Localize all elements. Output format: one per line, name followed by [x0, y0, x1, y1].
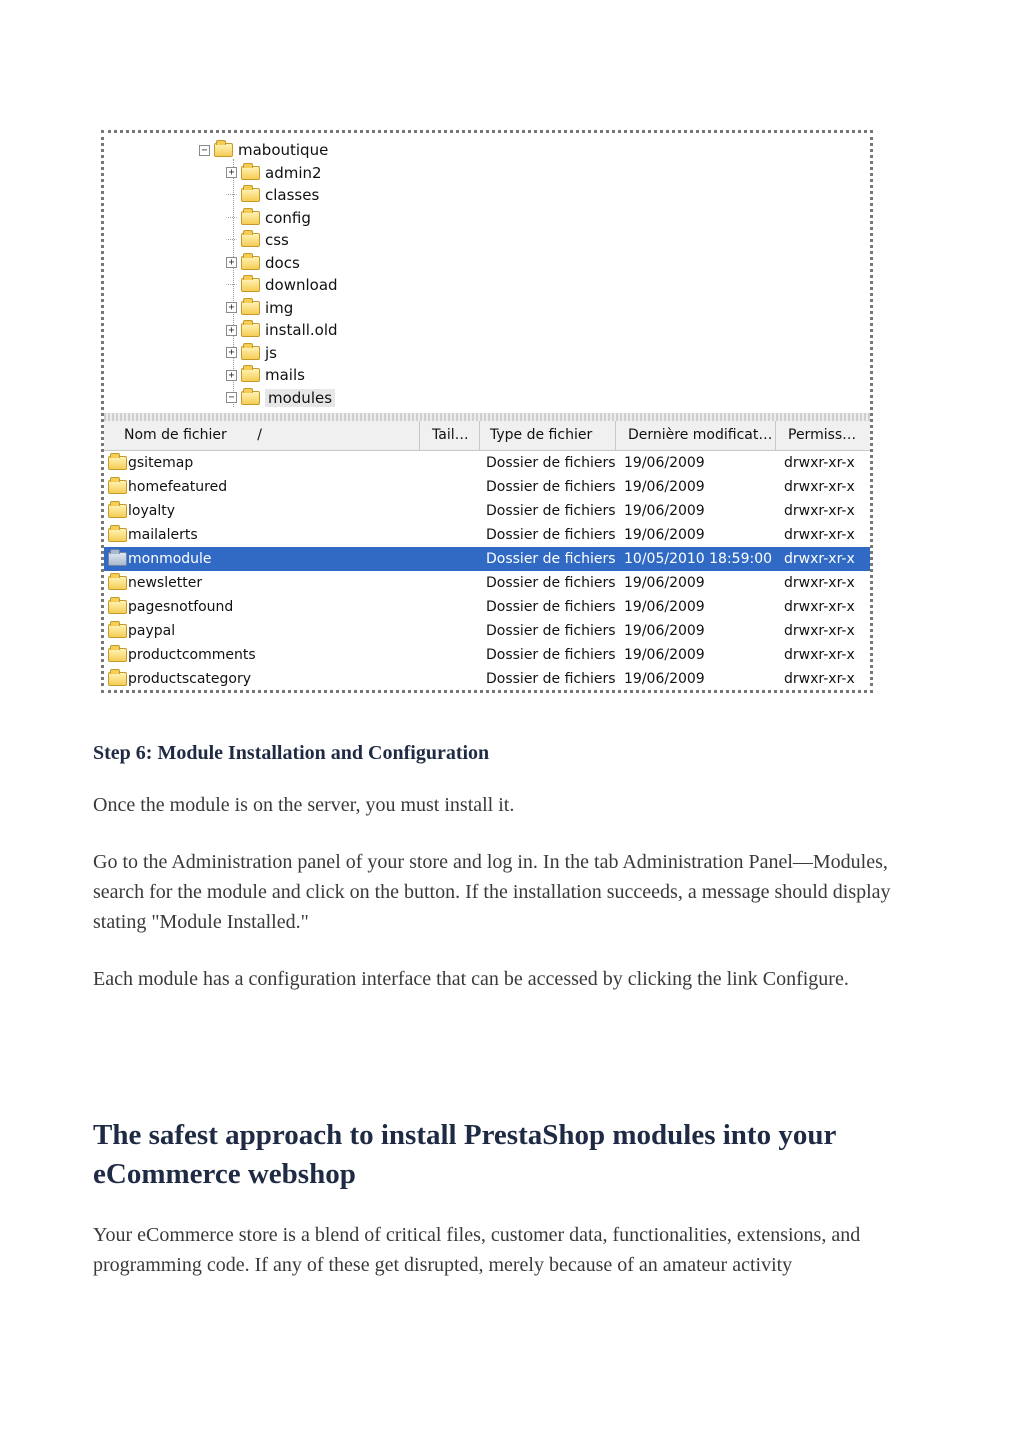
folder-icon — [241, 301, 260, 315]
file-modified: 19/06/2009 — [624, 623, 705, 639]
file-type: Dossier de fichiers — [486, 455, 616, 471]
folder-tree — [104, 133, 870, 413]
tree-item-mails[interactable] — [226, 364, 305, 386]
file-name: newsletter — [128, 575, 203, 591]
tree-item-img[interactable] — [226, 297, 293, 319]
file-name: productscategory — [128, 671, 252, 687]
folder-icon — [108, 624, 127, 638]
tree-item-label: classes — [265, 186, 320, 204]
tree-item-label: admin2 — [265, 163, 322, 182]
paragraph-admin-panel: Go to the Administration panel of your store and log in. In the tab Administration Panel—Modules, search for the module and click on the button. If the installation succeeds, a message should display stating "Module Installed." — [93, 851, 891, 933]
column-header-modified[interactable]: Dernière modificat… — [616, 421, 776, 450]
file-modified: 10/05/2010 18:59:00 — [624, 551, 773, 567]
tree-item-label: mails — [265, 366, 305, 384]
file-permissions: drwxr-xr-x — [784, 455, 855, 471]
folder-icon — [108, 648, 127, 662]
folder-icon — [241, 166, 260, 180]
file-permissions: drwxr-xr-x — [784, 647, 855, 663]
folder-icon — [241, 256, 260, 270]
folder-icon — [108, 480, 127, 494]
column-header-name[interactable] — [104, 421, 420, 450]
column-header-permissions[interactable]: Permiss… — [788, 427, 857, 443]
folder-icon — [241, 323, 260, 337]
file-type: Dossier de fichiers — [486, 479, 616, 495]
expand-icon[interactable]: + — [226, 347, 237, 358]
file-type: Dossier de fichiers — [486, 575, 616, 591]
folder-icon — [108, 552, 127, 566]
file-list-header — [104, 421, 870, 451]
tree-item-docs[interactable] — [226, 252, 300, 274]
tree-item-download[interactable] — [226, 274, 338, 296]
file-row[interactable] — [104, 571, 870, 595]
file-name-cell — [108, 571, 202, 595]
expand-icon[interactable]: + — [226, 325, 237, 336]
folder-icon — [241, 188, 260, 202]
folder-icon — [108, 672, 127, 686]
tree-item-label: install.old — [265, 321, 338, 339]
file-row[interactable] — [104, 475, 870, 499]
tree-item-admin2[interactable] — [226, 162, 322, 184]
folder-icon — [241, 346, 260, 360]
file-name-cell — [108, 475, 227, 499]
sort-indicator-icon: / — [257, 427, 262, 443]
step-heading: Step 6: Module Installation and Configuration — [93, 742, 490, 764]
tree-item-label: config — [265, 208, 311, 227]
folder-icon — [241, 368, 260, 382]
file-type: Dossier de fichiers — [486, 551, 616, 567]
section-heading: The safest approach to install PrestaShop modules into your eCommerce webshop — [93, 1119, 836, 1190]
folder-icon — [241, 233, 260, 247]
tree-item-js[interactable] — [226, 342, 277, 364]
file-name: mailalerts — [128, 527, 198, 543]
tree-item-install-old[interactable] — [226, 319, 338, 341]
tree-item-label: img — [265, 298, 294, 317]
folder-icon — [108, 456, 127, 470]
tree-item-modules[interactable] — [226, 387, 335, 409]
file-name: productcomments — [128, 647, 256, 663]
collapse-icon[interactable]: − — [199, 145, 210, 156]
tree-connector — [226, 194, 237, 196]
file-list — [104, 451, 870, 691]
folder-icon — [108, 576, 127, 590]
tree-item-classes[interactable] — [226, 184, 319, 206]
tree-item-maboutique[interactable] — [199, 139, 328, 161]
file-permissions: drwxr-xr-x — [784, 527, 855, 543]
file-name-cell — [108, 547, 212, 571]
column-header-size[interactable]: Tail… — [420, 421, 480, 450]
file-name-cell — [108, 499, 175, 523]
tree-item-label: docs — [265, 253, 300, 272]
file-row[interactable] — [104, 595, 870, 619]
folder-icon — [108, 504, 127, 518]
paragraph-install: Once the module is on the server, you must install it. — [93, 794, 515, 816]
tree-connector — [226, 217, 237, 219]
file-row[interactable] — [104, 643, 870, 667]
paragraph-configure: Each module has a configuration interface that can be accessed by clicking the link Configure. — [93, 968, 849, 990]
file-modified: 19/06/2009 — [624, 671, 705, 687]
column-header-name-label: Nom de fichier — [124, 427, 227, 443]
file-permissions: drwxr-xr-x — [784, 503, 855, 519]
folder-icon — [241, 278, 260, 292]
file-modified: 19/06/2009 — [624, 455, 705, 471]
file-modified: 19/06/2009 — [624, 527, 705, 543]
tree-item-label: download — [265, 276, 338, 294]
file-name: paypal — [128, 623, 176, 639]
file-permissions: drwxr-xr-x — [784, 575, 855, 591]
file-permissions: drwxr-xr-x — [784, 599, 855, 615]
file-permissions: drwxr-xr-x — [784, 671, 855, 687]
file-row[interactable] — [104, 499, 870, 523]
file-name: loyalty — [128, 503, 175, 519]
file-modified: 19/06/2009 — [624, 599, 705, 615]
folder-icon — [108, 600, 127, 614]
pane-splitter[interactable] — [104, 413, 870, 421]
file-name-cell — [108, 451, 193, 475]
tree-connector — [226, 284, 237, 286]
file-permissions: drwxr-xr-x — [784, 551, 855, 567]
file-type: Dossier de fichiers — [486, 599, 616, 615]
file-name-cell — [108, 619, 175, 643]
file-type: Dossier de fichiers — [486, 527, 616, 543]
file-type: Dossier de fichiers — [486, 623, 616, 639]
file-name: pagesnotfound — [128, 599, 234, 615]
column-header-type[interactable]: Type de fichier — [480, 421, 616, 450]
folder-icon — [108, 528, 127, 542]
ftp-client-screenshot — [101, 130, 873, 693]
file-name: gsitemap — [128, 455, 194, 471]
file-row[interactable] — [104, 667, 870, 691]
expand-icon[interactable]: + — [226, 370, 237, 381]
tree-item-config[interactable] — [226, 207, 311, 229]
file-row[interactable] — [104, 547, 870, 571]
file-name: homefeatured — [128, 479, 228, 495]
file-row[interactable] — [104, 451, 870, 475]
expand-icon[interactable]: + — [226, 167, 237, 178]
expand-icon[interactable]: + — [226, 257, 237, 268]
file-type: Dossier de fichiers — [486, 503, 616, 519]
file-modified: 19/06/2009 — [624, 503, 705, 519]
file-name-cell — [108, 595, 233, 619]
file-name: monmodule — [128, 551, 212, 567]
tree-connector — [226, 239, 237, 241]
collapse-icon[interactable]: − — [226, 392, 237, 403]
file-type: Dossier de fichiers — [486, 671, 616, 687]
file-name-cell — [108, 643, 256, 667]
file-permissions: drwxr-xr-x — [784, 479, 855, 495]
tree-item-label: css — [265, 231, 289, 249]
file-row[interactable] — [104, 523, 870, 547]
file-modified: 19/06/2009 — [624, 479, 705, 495]
file-type: Dossier de fichiers — [486, 647, 616, 663]
file-modified: 19/06/2009 — [624, 647, 705, 663]
file-modified: 19/06/2009 — [624, 575, 705, 591]
file-name-cell — [108, 667, 251, 691]
tree-item-label: js — [265, 343, 277, 362]
tree-item-label: modules — [265, 389, 335, 407]
file-name-cell — [108, 523, 198, 547]
folder-icon — [214, 143, 233, 157]
paragraph-ecommerce-store: Your eCommerce store is a blend of critical files, customer data, functionalities, extensions, and programming code. If any of these get disrupted, merely because of an amateur activity — [93, 1224, 861, 1276]
tree-item-label: maboutique — [238, 141, 329, 159]
expand-icon[interactable]: + — [226, 302, 237, 313]
file-permissions: drwxr-xr-x — [784, 623, 855, 639]
file-row[interactable] — [104, 619, 870, 643]
folder-icon — [241, 391, 260, 405]
folder-icon — [241, 211, 260, 225]
tree-item-css[interactable] — [226, 229, 289, 251]
